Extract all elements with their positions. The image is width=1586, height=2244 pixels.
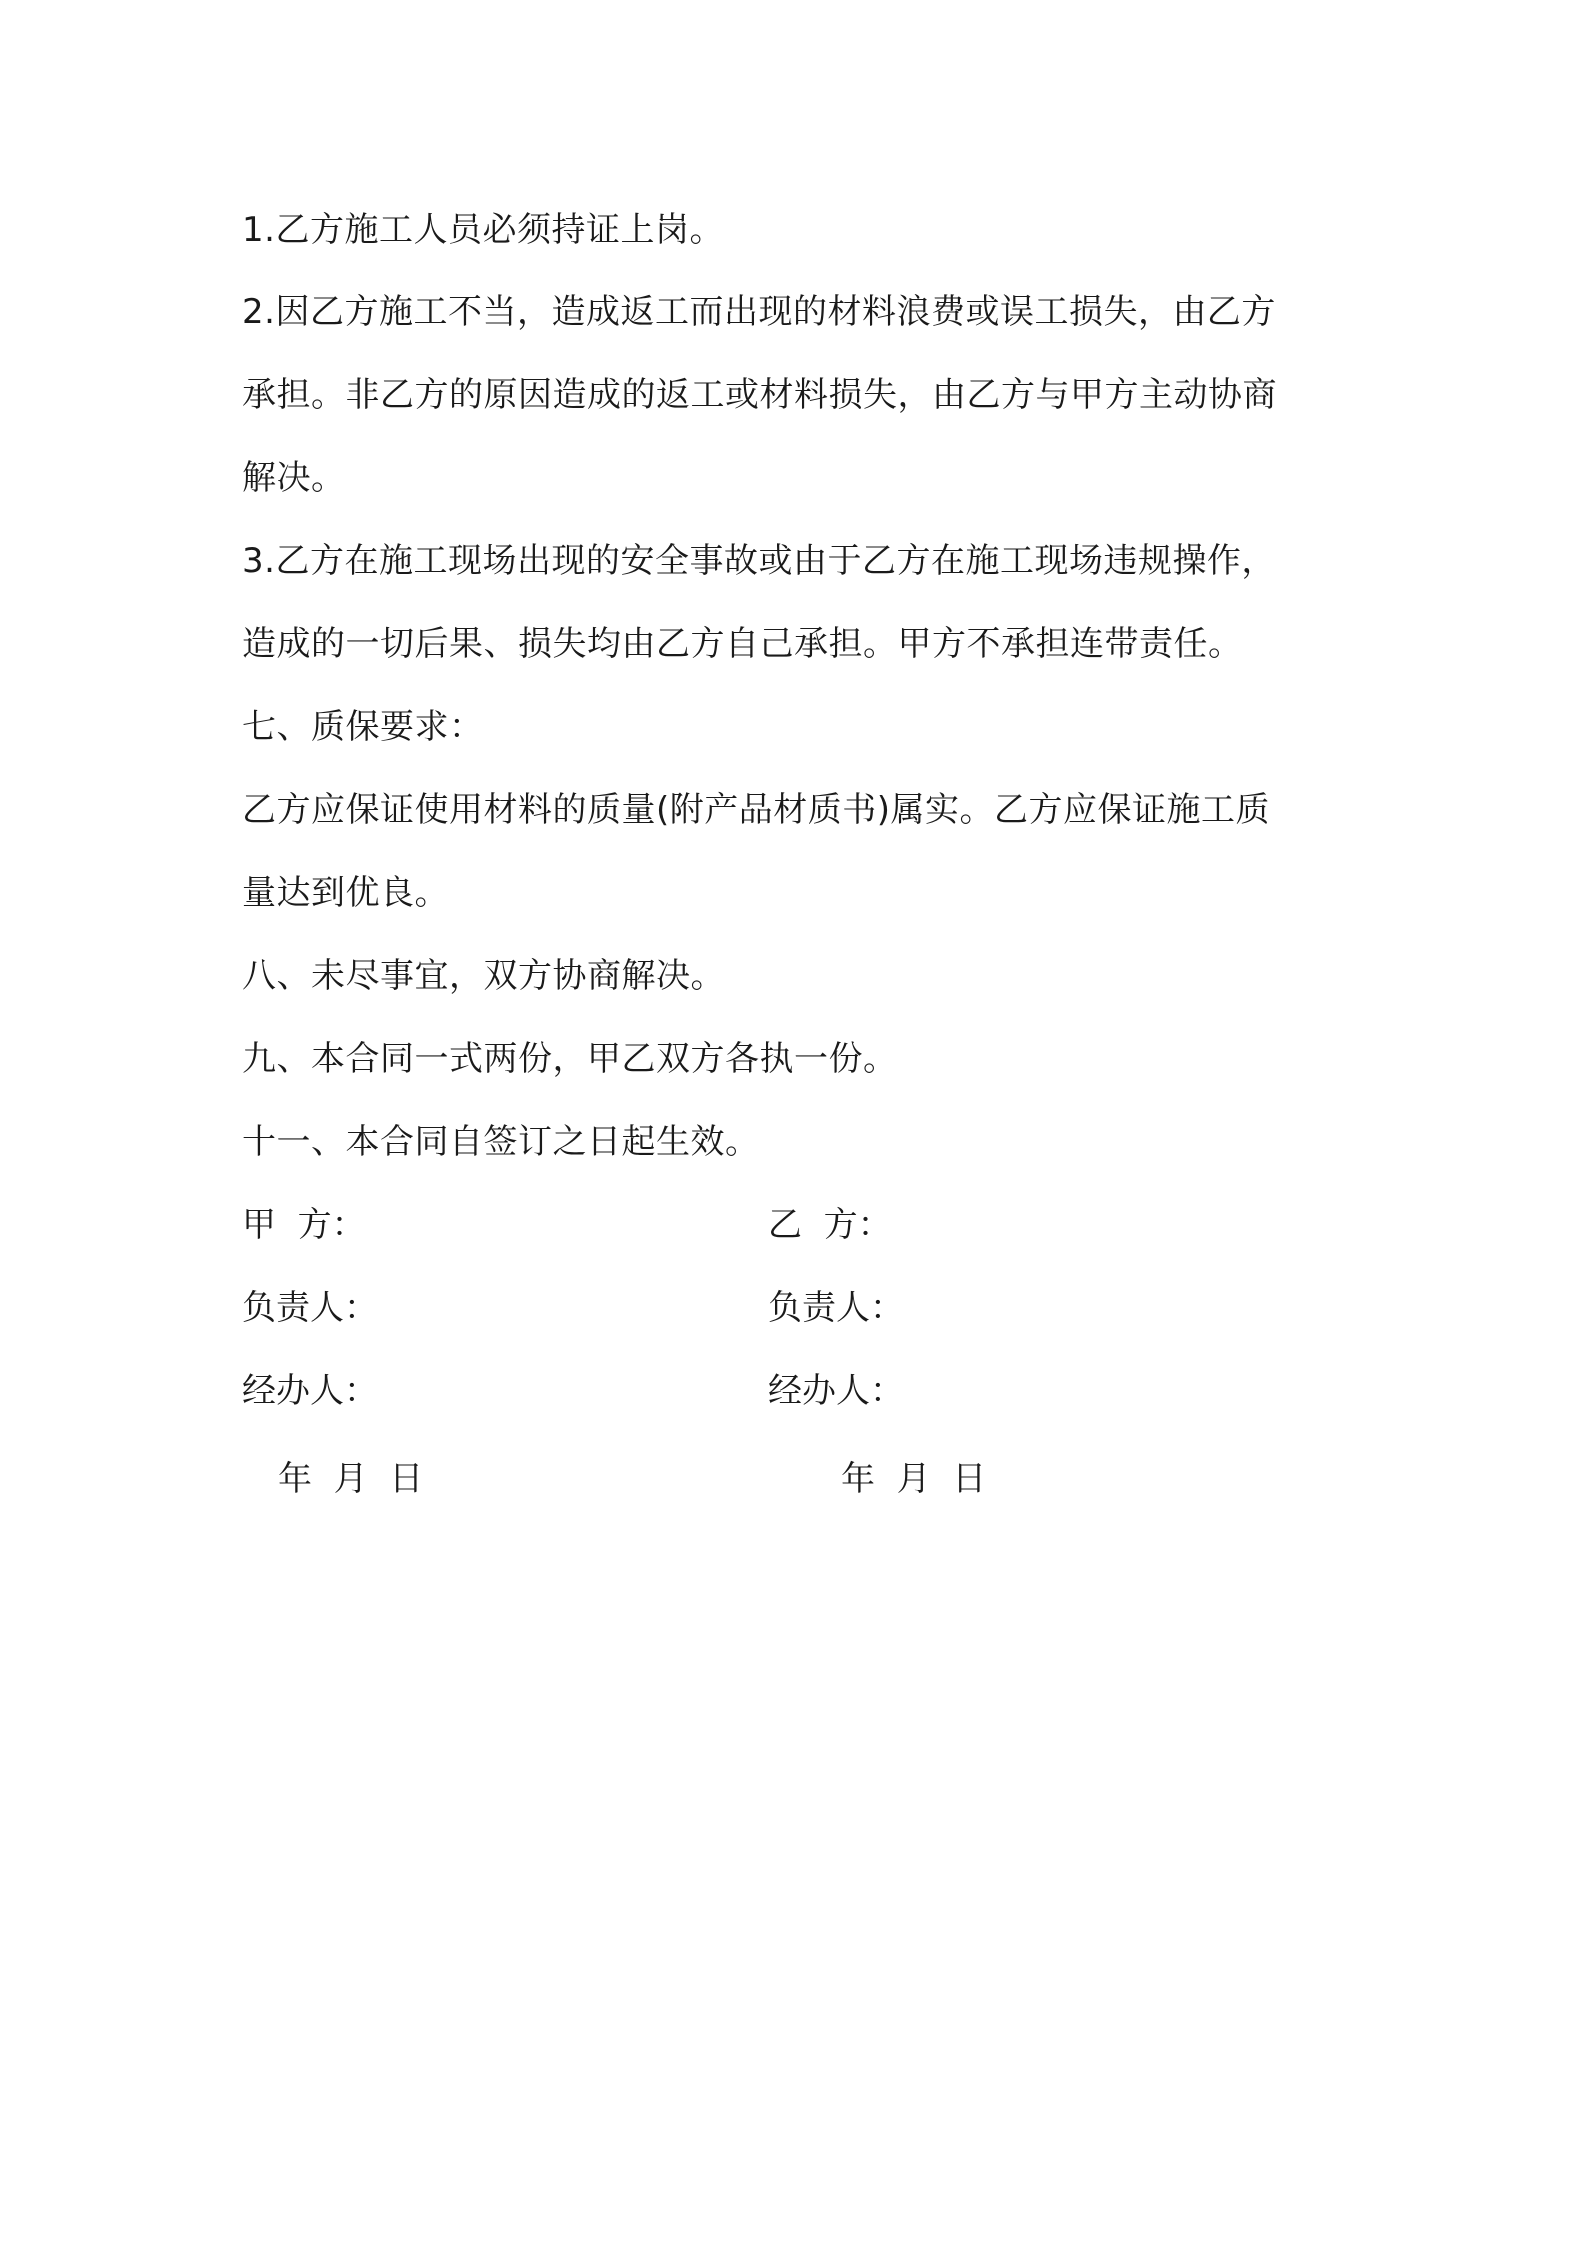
party-a-responsible: 负责人： — [242, 1288, 378, 1328]
party-b-handler: 经办人： — [768, 1371, 904, 1411]
section-7-body-line-2: 量达到优良。 — [242, 873, 449, 913]
section-7-body-line-1: 乙方应保证使用材料的质量(附产品材质书)属实。乙方应保证施工质 — [242, 790, 1271, 830]
section-8: 八、未尽事宜，双方协商解决。 — [242, 956, 725, 996]
clause-2-line-2: 承担。非乙方的原因造成的返工或材料损失，由乙方与甲方主动协商 — [242, 375, 1277, 415]
clause-2-line-1: 2.因乙方施工不当，造成返工而出现的材料浪费或误工损失，由乙方 — [242, 292, 1276, 332]
clause-3-line-2: 造成的一切后果、损失均由乙方自己承担。甲方不承担连带责任。 — [242, 624, 1243, 664]
section-11: 十一、本合同自签订之日起生效。 — [242, 1122, 760, 1162]
party-b-date: 年 月 日 — [841, 1459, 987, 1499]
clause-3-line-1: 3.乙方在施工现场出现的安全事故或由于乙方在施工现场违规操作， — [242, 541, 1276, 581]
party-a-label: 甲 方： — [242, 1205, 366, 1245]
clause-2-line-3: 解决。 — [242, 458, 346, 498]
party-b-responsible: 负责人： — [768, 1288, 904, 1328]
party-a-handler: 经办人： — [242, 1371, 378, 1411]
section-7-heading: 七、质保要求： — [242, 707, 484, 747]
party-b-label: 乙 方： — [768, 1205, 892, 1245]
clause-1: 1.乙方施工人员必须持证上岗。 — [242, 210, 724, 250]
section-9: 九、本合同一式两份，甲乙双方各执一份。 — [242, 1039, 898, 1079]
party-a-date: 年 月 日 — [278, 1459, 424, 1499]
